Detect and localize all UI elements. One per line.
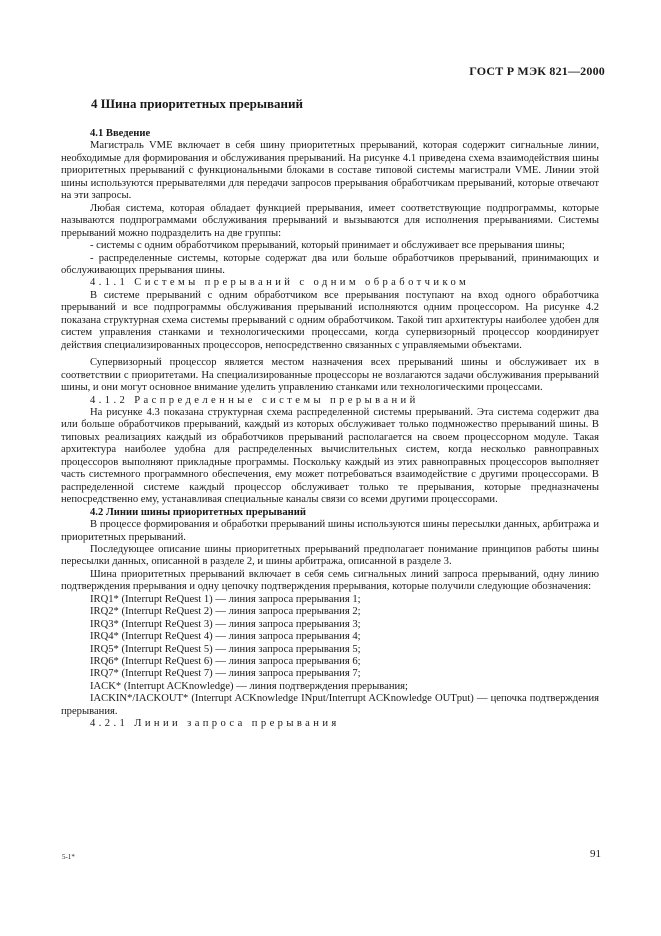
signal-line-item: IRQ4* (Interrupt ReQuest 4) — линия запроса прерывания 4; xyxy=(90,631,361,643)
signal-line-item: IRQ2* (Interrupt ReQuest 2) — линия запроса прерывания 2; xyxy=(90,606,361,618)
subsection-heading: 4.1 Введение xyxy=(90,128,151,139)
paragraph: Магистраль VME включает в себя шину приоритетных прерываний, которая содержит сигнальные линии, необходимые для формирования и обслуживания прерываний. На рисунке 4.1 приведена схема взаимодействия шины приоритетных прерываний с функциональными блоками в составе типовой системы магистрали VME. Линии этой шины используются прерывателями для передачи запросов прерывания обработчикам прерываний, которые отвечают на эти запросы. xyxy=(61,140,599,202)
signal-line-item: IRQ5* (Interrupt ReQuest 5) — линия запроса прерывания 5; xyxy=(90,643,361,655)
document-id: ГОСТ Р МЭК 821—2000 xyxy=(469,64,605,78)
footer-mark: 5-1* xyxy=(62,853,75,861)
paragraph: Супервизорный процессор является местом назначения всех прерываний шины и обслуживает их в соответствии с приоритетами. На специализированные процессоры не возлагаются задачи обслуживания прерываний шины, и они могут основное внимание уделить управлению станками или технологическими процессами. xyxy=(61,357,599,394)
paragraph: На рисунке 4.3 показана структурная схема распределенной системы прерываний. Эта система содержит два или больше обработчиков прерываний, каждый из которых обслуживает только подмножество прерываний шины. В типовых реализациях каждый из обработчиков прерываний располагается на своем процессорном модуле. Такая архитектура наиболее удобна для распределенных вычислительных систем, когда несколько равноправных процессоров выполняют прикладные программы. Поскольку каждый из этих равноправных процессоров выполняет часть системного программного обеспечения, ему может потребоваться взаимодействие с другими процессорами. В распределенной системе каждый процессор обслуживает только те прерывания, которые предназначены непосредственно ему, устанавливая специальные каналы связи со всеми другими процессорами. xyxy=(61,406,599,506)
paragraph: Шина приоритетных прерываний включает в себя семь сигнальных линий запроса прерываний, одну линию подтверждения прерывания и одну цепочку подтверждения прерывания, которые получили следующие обозначения: xyxy=(61,568,599,593)
signal-line-item: IACKIN*/IACKOUT* (Interrupt ACKnowledge INput/Interrupt ACKnowledge OUTput) — цепочка подтверждения прерывания. xyxy=(61,693,599,717)
document-body xyxy=(61,128,599,731)
subsection-heading: 4.2 Линии шины приоритетных прерываний xyxy=(90,506,306,518)
signal-line-item: IRQ7* (Interrupt ReQuest 7) — линия запроса прерывания 7; xyxy=(90,668,361,680)
subsection-heading: 4.2.1 Линии запроса прерывания xyxy=(90,718,340,730)
paragraph: В системе прерываний с одним обработчиком все прерывания поступают на вход одного обработчика прерываний и все подпрограммы обслуживания прерываний исполняются одним процессором. На рисунке 4.2 показана структурная схема системы прерываний с одним обработчиком. Такой тип архитектуры наиболее удобен для систем управления станками и технологическими процессами, когда супервизорный процессор координирует действия специализированных процессоров, непосредственно связанных с управляемыми объектами. xyxy=(61,289,599,351)
page-number: 91 xyxy=(590,848,601,860)
signal-line-item: IRQ1* (Interrupt ReQuest 1) — линия запроса прерывания 1; xyxy=(90,593,361,605)
paragraph: Любая система, которая обладает функцией прерывания, имеет соответствующие подпрограммы, которые называются подпрограммами обслуживания прерываний и вызываются для исполнения прерываниями. Системы прерываний можно подразделить на две группы: xyxy=(61,202,599,239)
signal-line-item: IRQ6* (Interrupt ReQuest 6) — линия запроса прерывания 6; xyxy=(90,656,361,668)
subsection-heading: 4.1.2 Распределенные системы прерываний xyxy=(90,394,419,406)
subsection-heading: 4.1.1 Системы прерываний с одним обработчиком xyxy=(90,277,470,289)
section-title: 4 Шина приоритетных прерываний xyxy=(91,96,303,111)
signal-line-item: IRQ3* (Interrupt ReQuest 3) — линия запроса прерывания 3; xyxy=(90,618,361,630)
signal-line-item: IACK* (Interrupt ACKnowledge) — линия подтверждения прерывания; xyxy=(90,680,408,692)
list-item: - системы с одним обработчиком прерываний, который принимает и обслуживает все прерывания шины; xyxy=(90,240,565,252)
paragraph: Последующее описание шины приоритетных прерываний предполагает понимание принципов работы шины пересылки данных, описанной в разделе 2, и шины арбитража, описанной в разделе 3. xyxy=(61,543,599,568)
paragraph: В процессе формирования и обработки прерываний шины используются шины пересылки данных, арбитража и приоритетных прерываний. xyxy=(61,519,599,543)
list-item: - распределенные системы, которые содержат два или больше обработчиков прерываний, принимающих и обслуживающих прерывания шины. xyxy=(61,252,599,276)
